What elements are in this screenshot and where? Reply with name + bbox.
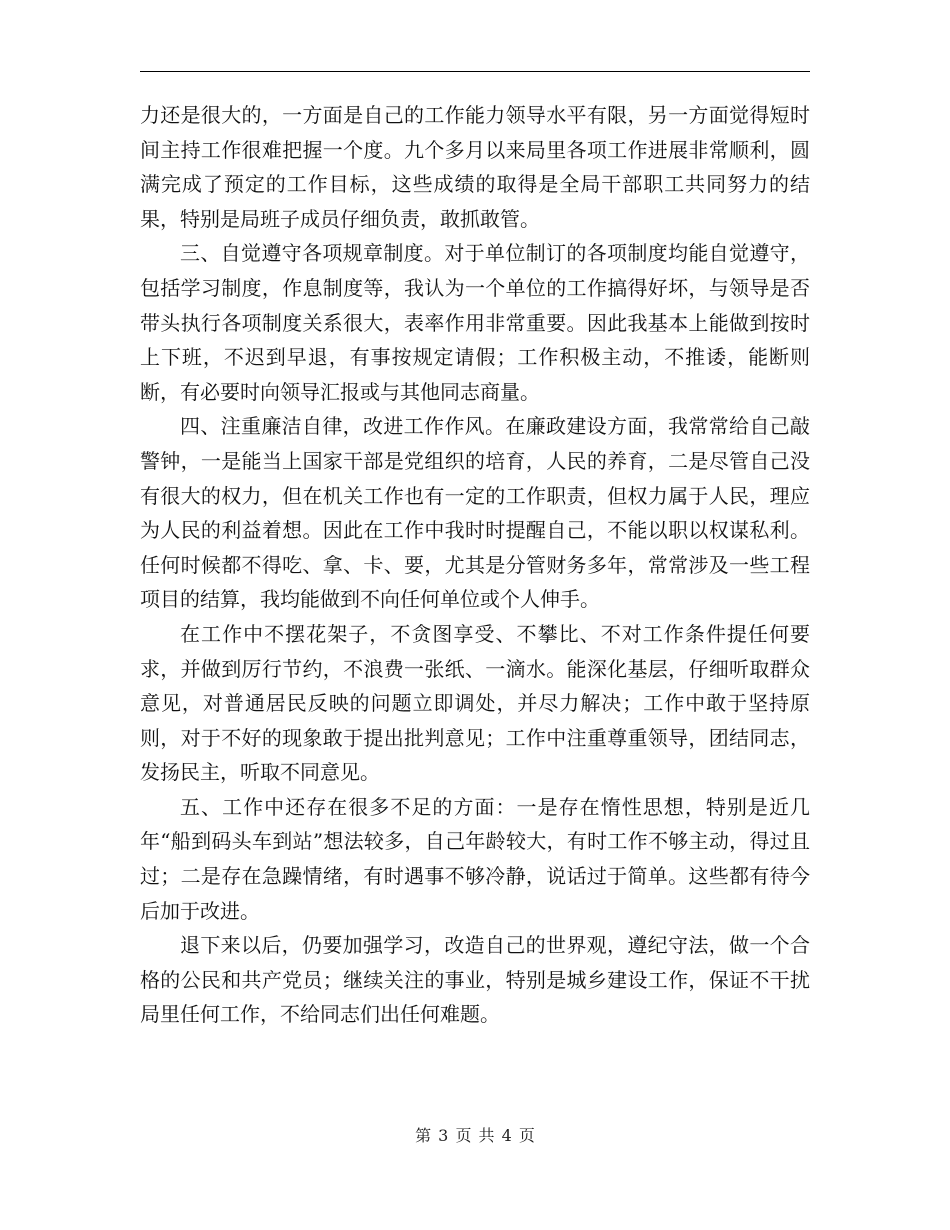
paragraph-integrity: 四、注重廉洁自律，改进工作作风。在廉政建设方面，我常常给自己敲警钟，一是能当上国家干部是党组织的培育，人民的养育，二是尽管自己没有很大的权力，但在机关工作也有一定的工作职责，但权力属于人民，理应为人民的利益着想。因此在工作中我时时提醒自己，不能以职以权谋私利。任何时候都不得吃、拿、卡、要，尤其是分管财务多年，常常涉及一些工程项目的结算，我均能做到不向任何单位或个人伸手。 [140, 414, 810, 612]
paragraph-after-retirement: 退下来以后，仍要加强学习，改造自己的世界观，遵纪守法，做一个合格的公民和共产党员；继续关注的事业，特别是城乡建设工作，保证不干扰局里任何工作，不给同志们出任何难题。 [140, 933, 810, 1027]
paragraph-continuation: 力还是很大的，一方面是自己的工作能力领导水平有限，另一方面觉得短时间主持工作很难把握一个度。九个多月以来局里各项工作进展非常顺利，圆满完成了预定的工作目标，这些成绩的取得是全局干部职工共同努力的结果，特别是局班子成员仔细负责，敢抓敢管。 [140, 103, 810, 231]
paragraph-shortcomings: 五、工作中还存在很多不足的方面：一是存在惰性思想，特别是近几年“船到码头车到站”想法较多，自己年龄较大，有时工作不够主动，得过且过；二是存在急躁情绪，有时遇事不够冷静，说话过于简单。这些都有待今后加于改进。 [140, 794, 810, 923]
paragraph-rules-compliance: 三、自觉遵守各项规章制度。对于单位制订的各项制度均能自觉遵守，包括学习制度，作息制度等，我认为一个单位的工作搞得好坏，与领导是否带头执行各项制度关系很大，表率作用非常重要。因此我基本上能做到按时上下班，不迟到早退，有事按规定请假；工作积极主动，不推诿，能断则断，有必要时向领导汇报或与其他同志商量。 [140, 241, 810, 404]
page-number-footer: 第 3 页 共 4 页 [415, 1126, 535, 1145]
document-body [140, 98, 810, 1032]
header-rule [140, 71, 810, 72]
paragraph-work-style: 在工作中不摆花架子，不贪图享受、不攀比、不对工作条件提任何要求，并做到厉行节约，不浪费一张纸、一滴水。能深化基层，仔细听取群众意见，对普通居民反映的问题立即调处，并尽力解决；工作中敢于坚持原则，对于不好的现象敢于提出批判意见；工作中注重尊重领导，团结同志，发扬民主，听取不同意见。 [140, 621, 810, 785]
